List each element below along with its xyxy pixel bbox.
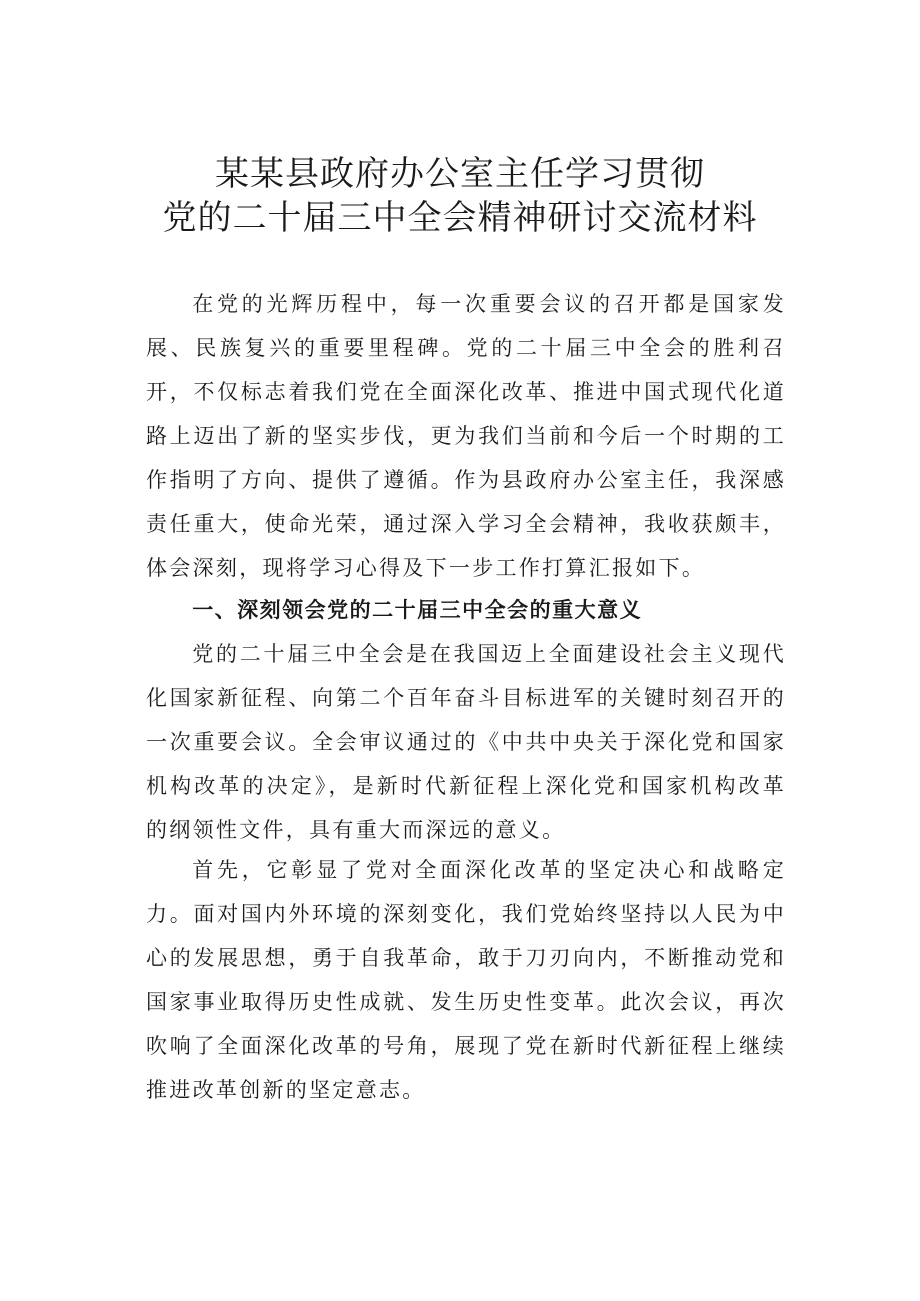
document-title-line-2: 党的二十届三中全会精神研讨交流材料 [162,198,758,238]
section-heading-1: 一、深刻领会党的二十届三中全会的重大意义 [192,598,643,622]
intro-paragraph: 在党的光辉历程中，每一次重要会议的召开都是国家发展、民族复兴的重要里程碑。党的二十届三中全会的胜利召开，不仅标志着我们党在全面深化改革、推进中国式现代化道路上迈出了新的坚实步伐，更为我们当前和今后一个时期的工作指明了方向、提供了遵循。作为县政府办公室主任，我深感责任重大，使命光荣，通过深入学习全会精神，我收获颇丰，体会深刻，现将学习心得及下一步工作打算汇报如下。 [146,292,786,580]
section-1-paragraph-2: 首先，它彰显了党对全面深化改革的坚定决心和战略定力。面对国内外环境的深刻变化，我们党始终坚持以人民为中心的发展思想，勇于自我革命，敢于刀刃向内，不断推动党和国家事业取得历史性成就、发生历史性变革。此次会议，再次吹响了全面深化改革的号角，展现了党在新时代新征程上继续推进改革创新的坚定意志。 [146,858,786,1102]
section-1-paragraph-1: 党的二十届三中全会是在我国迈上全面建设社会主义现代化国家新征程、向第二个百年奋斗目标进军的关键时刻召开的一次重要会议。全会审议通过的《中共中央关于深化党和国家机构改革的决定》，是新时代新征程上深化党和国家机构改革的纲领性文件，具有重大而深远的意义。 [146,642,786,842]
document-title-line-1: 某某县政府办公室主任学习贯彻 [215,154,705,194]
